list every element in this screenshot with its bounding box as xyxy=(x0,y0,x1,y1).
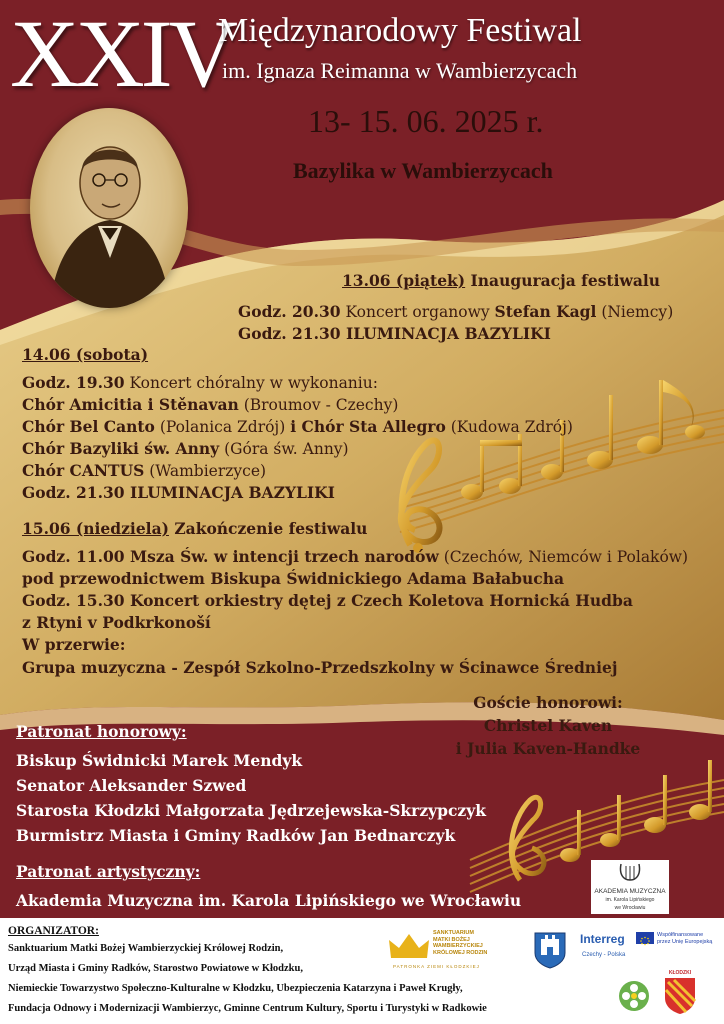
day3-line5: W przerwie: xyxy=(22,635,126,654)
akademia-logo-text: AKADEMIA MUZYCZNA im. Karola Lipińskiego we Wrocławiu xyxy=(594,888,666,911)
artistic-patron: Akademia Muzyczna im. Karola Lipińskiego we Wrocławiu xyxy=(16,891,522,910)
festival-venue: Bazylika w Wambierzycach xyxy=(293,158,553,183)
patron-4: Burmistrz Miasta i Gminy Radków Jan Bednarczyk xyxy=(16,826,456,845)
day2-heading: 14.06 (sobota) xyxy=(22,345,149,364)
festival-title: Międzynarodowy Festiwal xyxy=(218,12,582,49)
organizer-heading: ORGANIZATOR: xyxy=(8,925,99,937)
lyre-icon xyxy=(591,860,669,884)
radkow-coat-of-arms xyxy=(533,931,567,969)
day3-line6: Grupa muzyczna - Zespół Szkolno-Przedszkolny w Ścinawce Średniej xyxy=(22,658,618,677)
artistic-heading: Patronat artystyczny: xyxy=(16,862,201,881)
patron-3: Starosta Kłodzki Małgorzata Jędrzejewska-Skrzypczyk xyxy=(16,801,486,820)
day3-heading: 15.06 (niedziela) Zakończenie festiwalu xyxy=(22,519,368,538)
crown-icon xyxy=(387,932,431,962)
day3-line3: Godz. 15.30 Koncert orkiestry dętej z Czech Koletova Hornická Hudba xyxy=(22,591,633,610)
organizer-line-2: Urząd Miasta i Gminy Radków, Starostwo Powiatowe w Kłodzku, xyxy=(8,963,303,974)
organizer-line-4: Fundacja Odnowy i Modernizacji Wambierzyc, Gminne Centrum Kultury, Sportu i Turystyki w Radkowie xyxy=(8,1003,487,1014)
day1-line2: Godz. 21.30 ILUMINACJA BAZYLIKI xyxy=(238,324,551,343)
flower-logo-icon xyxy=(618,980,650,1012)
day2-line4: Chór Bazyliki św. Anny (Góra św. Anny) xyxy=(22,439,349,458)
eu-flag-icon xyxy=(636,932,654,944)
sanktuarium-logo: SANKTUARIUM MATKI BOŻEJ WAMBIERZYCKIEJ KRÓLOWEJ RODZIN PATRONKA ZIEMI KŁODZKIEJ xyxy=(387,928,507,972)
guest-2: i Julia Kaven-Handke xyxy=(455,739,641,758)
organizer-line-3: Niemieckie Towarzystwo Społeczno-Kulturalne w Kłodzku, Ubezpieczenia Katarzyna i Paweł Krugły, xyxy=(8,983,463,994)
shield-icon xyxy=(533,931,567,969)
guests-heading: Goście honorowi: xyxy=(473,693,623,712)
akademia-logo xyxy=(591,860,669,914)
day1-line1: Godz. 20.30 Koncert organowy Stefan Kagl (Niemcy) xyxy=(238,302,674,321)
day2-line6: Godz. 21.30 ILUMINACJA BAZYLIKI xyxy=(22,483,335,502)
day2-line5: Chór CANTUS (Wambierzyce) xyxy=(22,461,267,480)
edition-numeral: XXIV xyxy=(10,0,234,107)
day1-heading xyxy=(342,270,660,292)
portrait-image xyxy=(30,108,188,308)
day1-date: 13.06 (piątek) xyxy=(342,271,466,290)
powiat-klodzki-logo: KŁODZKI xyxy=(662,970,698,1018)
festival-subtitle: im. Ignaza Reimanna w Wambierzycach xyxy=(222,58,578,83)
patron-2: Senator Aleksander Szwed xyxy=(16,776,247,795)
day2-line1: Godz. 19.30 Koncert chóralny w wykonaniu: xyxy=(22,373,378,392)
guest-1: Christel Kaven xyxy=(483,716,613,735)
day1-title: Inauguracja festiwalu xyxy=(465,271,661,290)
day2-line3: Chór Bel Canto (Polanica Zdrój) i Chór Sta Allegro (Kudowa Zdrój) xyxy=(22,417,573,436)
patronage-heading: Patronat honorowy: xyxy=(16,722,187,741)
interreg-logo: Interreg Współfinansowane przez Unię Europejską Czechy - Polska xyxy=(580,932,713,958)
day2-line2: Chór Amicitia i Stěnavan (Broumov - Czechy) xyxy=(22,395,399,414)
day3-line1: Godz. 11.00 Msza Św. w intencji trzech narodów (Czechów, Niemców i Polaków) xyxy=(22,547,689,566)
festival-dates: 13- 15. 06. 2025 r. xyxy=(308,103,544,139)
organizer-line-1: Sanktuarium Matki Bożej Wambierzyckiej Królowej Rodzin, xyxy=(8,943,284,954)
day3-line2: pod przewodnictwem Biskupa Świdnickiego Adama Bałabucha xyxy=(22,569,565,588)
klodzki-shield-icon xyxy=(662,976,698,1016)
patron-1: Biskup Świdnicki Marek Mendyk xyxy=(16,751,303,770)
day3-line4: z Rtyni v Podkrkonoší xyxy=(22,613,211,632)
